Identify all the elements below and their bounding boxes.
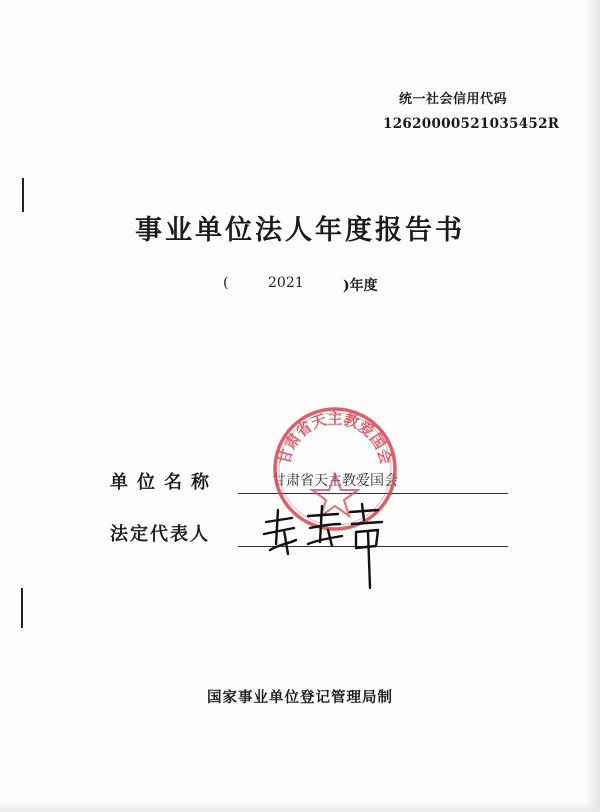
credit-code-value: 12620000521035452R [383,116,560,132]
unit-name-label: 单位名称 [110,472,218,493]
page-bottom-shadow [0,802,600,812]
report-year: 2021 [268,275,304,291]
year-open-paren: ( [223,275,229,291]
year-suffix: )年度 [343,278,378,294]
seal-text: 甘肃省天主教爱国会 [275,409,395,467]
document-title: 事业单位法人年度报告书 [135,215,465,246]
unit-name-underline [238,493,508,494]
credit-code-label: 统一社会信用代码 [399,92,508,107]
handwritten-signature [258,500,398,590]
binding-mark-bottom [21,588,23,628]
legal-rep-label: 法定代表人 [110,524,210,545]
official-seal [270,404,400,534]
binding-mark-top [22,178,24,212]
issuer-footer: 国家事业单位登记管理局制 [207,689,393,706]
unit-name-value: 甘肃省天主教爱国会 [272,473,398,489]
legal-rep-underline [238,546,508,547]
